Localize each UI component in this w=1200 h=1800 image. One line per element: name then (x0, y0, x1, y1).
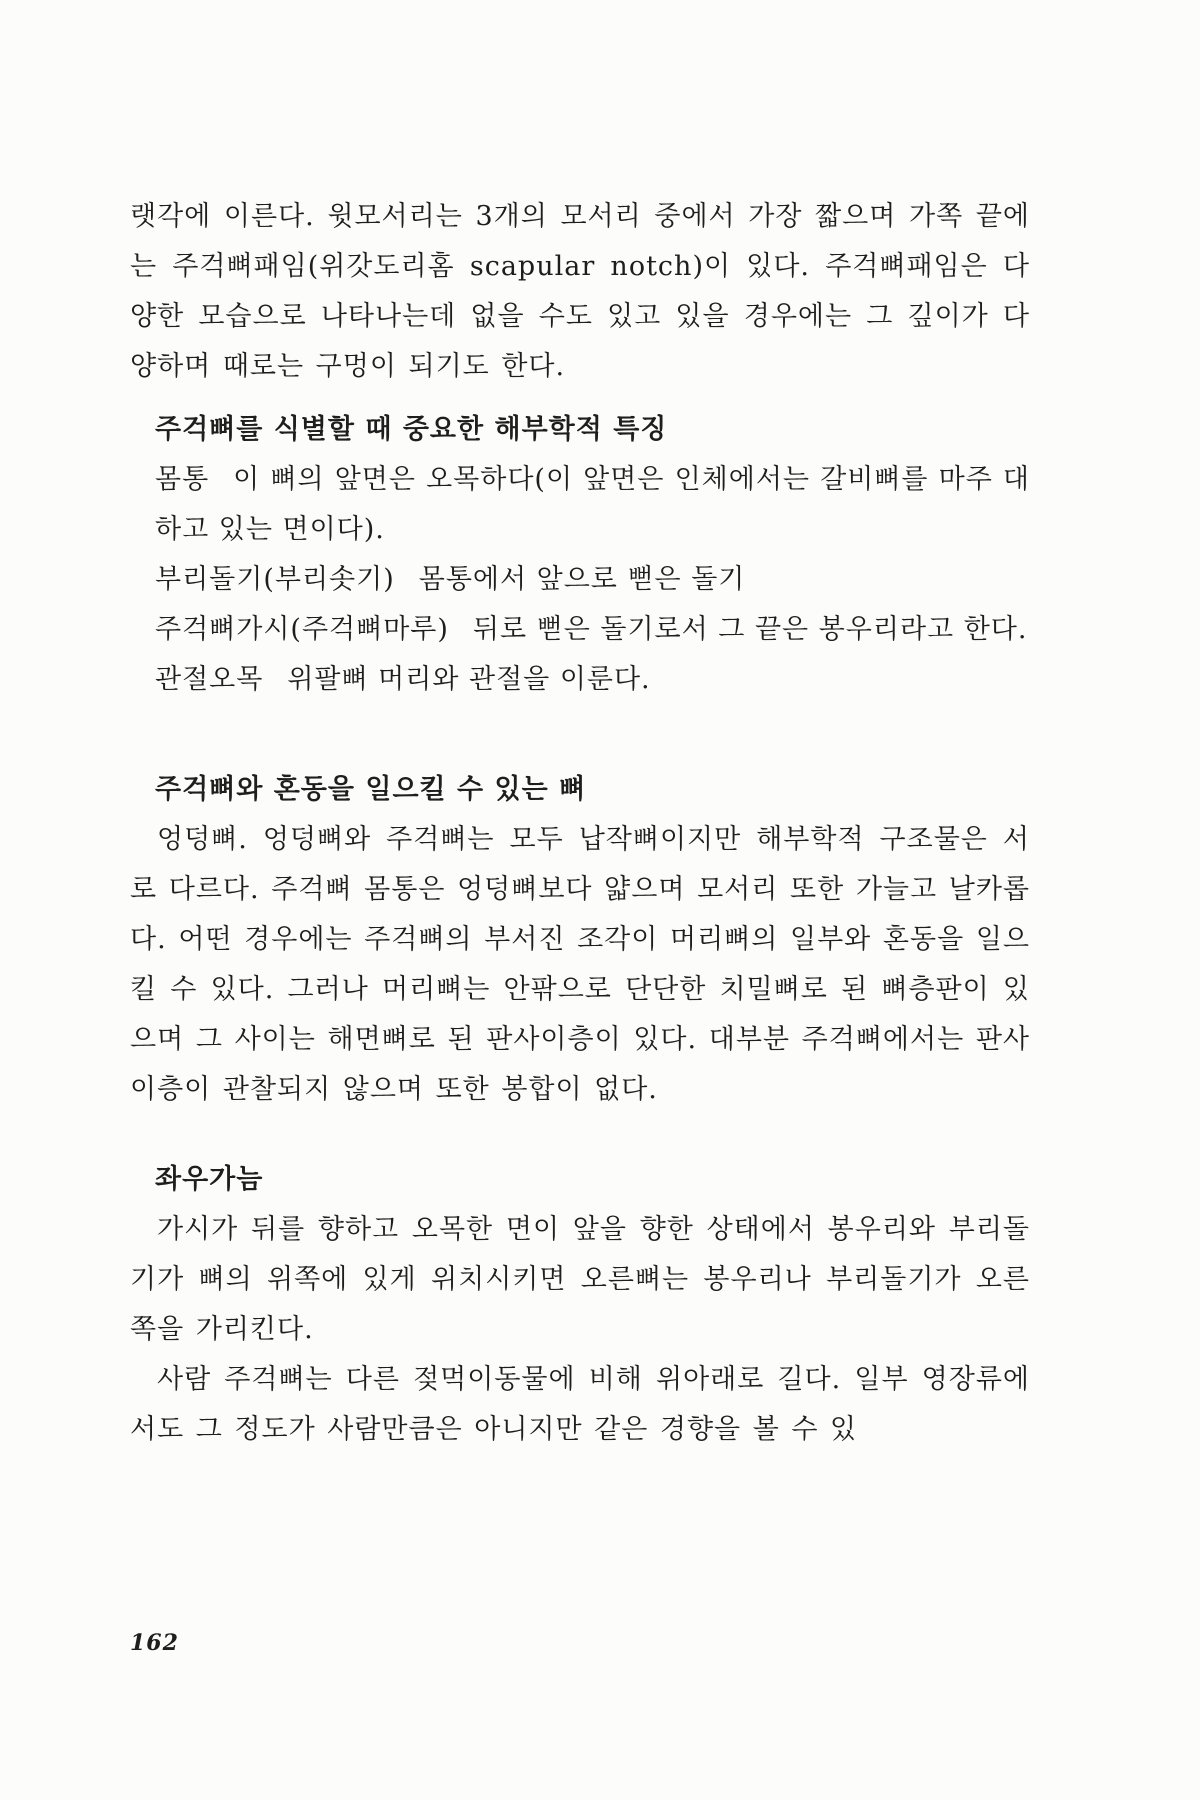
definition-item (155, 605, 1030, 655)
section-heading-confusion: 주걱뼈와 혼동을 일으킬 수 있는 뼈 (155, 774, 587, 805)
features-definition-list (155, 455, 1030, 705)
definition-term: 부리돌기(부리솟기) (155, 564, 395, 595)
side-paragraph-2: 사람 주걱뼈는 다른 젖먹이동물에 비해 위아래로 길다. 일부 영장류에서도 그 정도가 사람만큼은 아니지만 같은 경향을 볼 수 있 (130, 1364, 1030, 1445)
side-paragraph-1: 가시가 뒤를 향하고 오목한 면이 앞을 향한 상태에서 봉우리와 부리돌기가 뼈의 위쪽에 있게 위치시키면 오른뼈는 봉우리나 부리돌기가 오른쪽을 가리킨다. (130, 1214, 1030, 1345)
definition-item (155, 655, 1030, 705)
definition-item (155, 555, 1030, 605)
definition-term: 주걱뼈가시(주걱뼈마루) (155, 614, 449, 645)
definition-desc: 위팔뼈 머리와 관절을 이룬다. (287, 664, 651, 695)
confusion-paragraph-block (130, 815, 1030, 1115)
intro-paragraph: 랫각에 이른다. 윗모서리는 3개의 모서리 중에서 가장 짧으며 가쪽 끝에는 주걱뼈패임(위갓도리홈 scapular notch)이 있다. 주걱뼈패임은 다양한 모습으로 나타나는데 없을 수도 있고 있을 경우에는 그 깊이가 다양하며 때로는 구멍이 되기도 한다. (130, 201, 1030, 382)
definition-desc: 이 뼈의 앞면은 오목하다(이 앞면은 인체에서는 갈비뼈를 마주 대하고 있는 면이다). (155, 464, 1030, 545)
intro-paragraph-block (130, 192, 1030, 392)
definition-term: 관절오목 (155, 664, 264, 695)
definition-item (155, 455, 1030, 555)
section-heading-side: 좌우가늠 (155, 1164, 264, 1195)
definition-desc: 몸통에서 앞으로 뻗은 돌기 (418, 564, 746, 595)
definition-term: 몸통 (155, 464, 210, 495)
confusion-paragraph: 엉덩뼈. 엉덩뼈와 주걱뼈는 모두 납작뼈이지만 해부학적 구조물은 서로 다르다. 주걱뼈 몸통은 엉덩뼈보다 얇으며 모서리 또한 가늘고 날카롭다. 어떤 경우에는 주걱뼈의 부서진 조각이 머리뼈의 일부와 혼동을 일으킬 수 있다. 그러나 머리뼈는 안팎으로 단단한 치밀뼈로 된 뼈층판이 있으며 그 사이는 해면뼈로 된 판사이층이 있다. 대부분 주걱뼈에서는 판사이층이 관찰되지 않으며 또한 봉합이 없다. (130, 824, 1030, 1105)
definition-desc: 뒤로 뻗은 돌기로서 그 끝은 봉우리라고 한다. (472, 614, 1028, 645)
page-number: 162 (130, 1630, 179, 1656)
side-paragraph-block (130, 1205, 1030, 1455)
section-heading-features: 주걱뼈를 식별할 때 중요한 해부학적 특징 (155, 414, 668, 445)
